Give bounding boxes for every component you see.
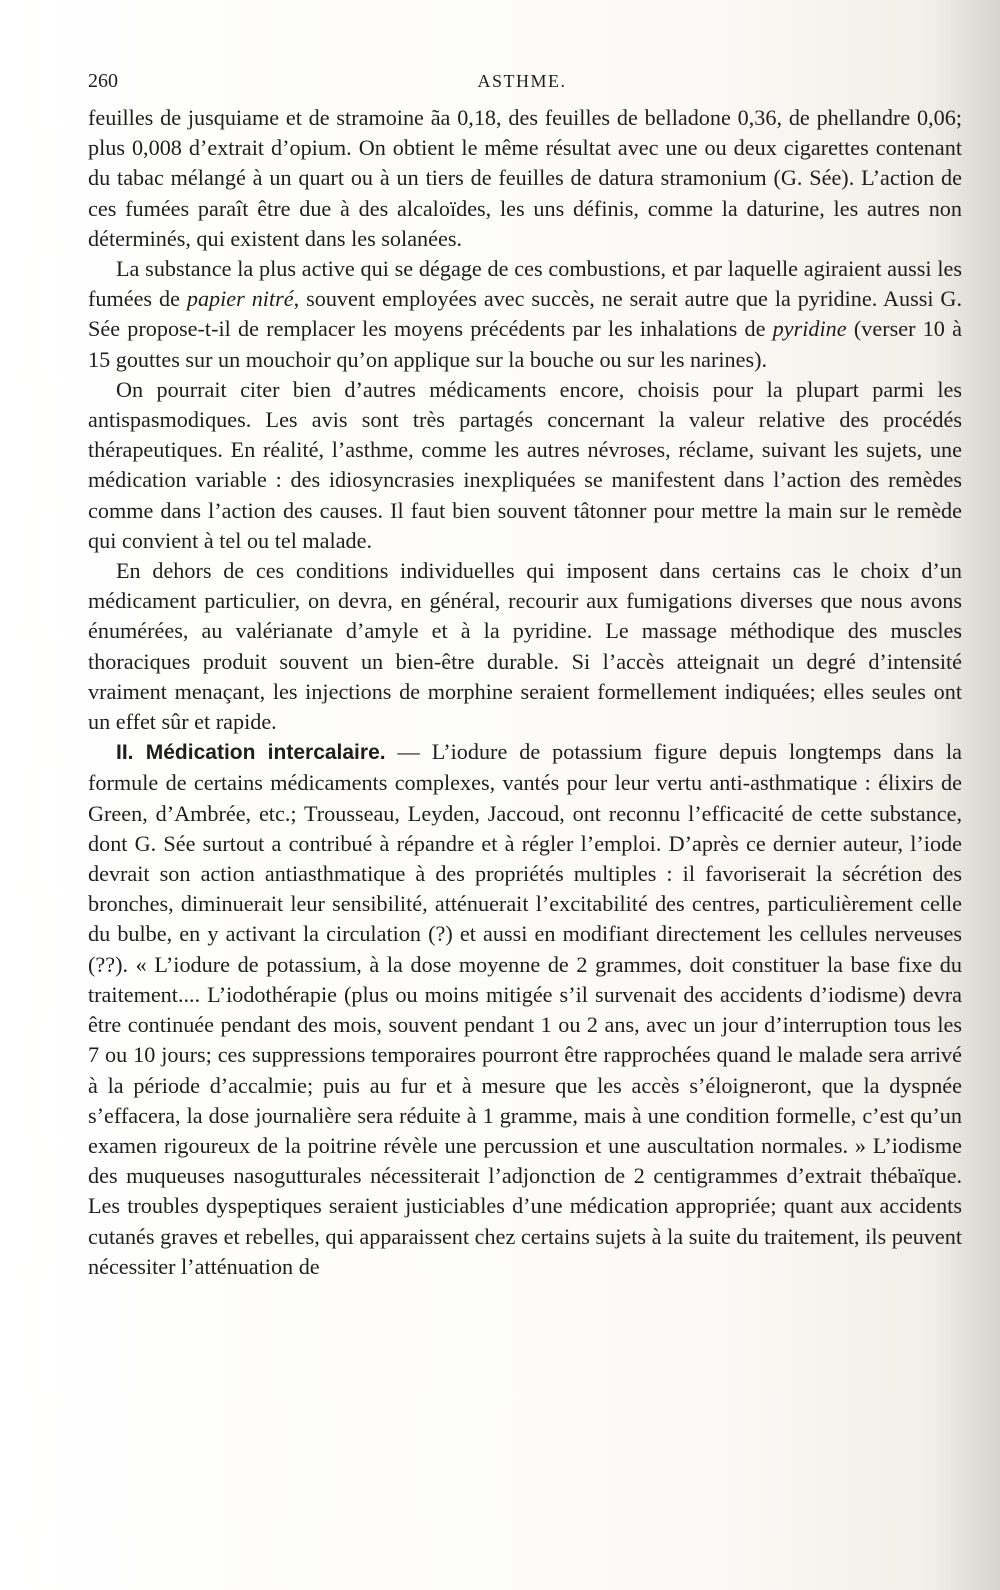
paragraph-text: , souvent employées avec succès, ne serait autre que la pyridine. Aussi G. Sée propose-t-il de remplacer les moyens précédents par les inhalations de: [88, 286, 962, 342]
paragraph-text: — L’iodure de potassium figure depuis longtemps dans la formule de certains médicaments complexes, vantés pour leur vertu anti-asthmatique : élixirs de Green, d’Ambrée, etc.; Trousseau, Leyden, Jaccoud, ont reconnu l’efficacité de cette substance, dont G. Sée surtout a contribué à répandre et à régler l’emploi. D’après ce dernier auteur, l’iode devrait son action antiasthmatique à des propriétés multiples : il favoriserait la sécrétion des bronches, diminuerait leur sensibilité, atténuerait l’excitabilité des centres, particulièrement celle du bulbe, en y activant la circulation (?) et aussi en modifiant directement les cellules nerveuses (??). « L’iodure de potassium, à la dose moyenne de 2 grammes, doit constituer la base fixe du traitement.... L’iodothérapie (plus ou moins mitigée s’il survenait des accidents d’iodisme) devra être continuée pendant des mois, souvent pendant 1 ou 2 ans, avec un jour d’interruption tous les 7 ou 10 jours; ces suppressions temporaires pourront être rapprochées quand le malade sera arrivé à la période d’accalmie; puis au fur et à mesure que les accès s’éloigneront, que la dyspnée s’effacera, la dose journalière sera réduite à 1 gramme, mais à une condition formelle, c’est qu’un examen rigoureux de la poitrine révèle une percussion et une auscultation normales. » L’iodisme des muqueuses nasogutturales nécessiterait l’adjonction de 2 centigrammes d’extrait thébaïque. Les troubles dyspeptiques seraient justiciables d’une médication appropriée; quant aux accidents cutanés graves et rebelles, qui apparaissent chez certains sujets à la suite du traitement, ils peuvent nécessiter l’atténuation de: [88, 739, 963, 1279]
section-heading: II. Médication intercalaire.: [116, 741, 386, 765]
paragraph-text: On pourrait citer bien d’autres médicaments encore, choisis pour la plupart parmi les antispasmodiques. Les avis sont très partagés concernant la valeur relative des procédés thérapeutiques. En réalité, l’asthme, comme les autres névroses, réclame, suivant les sujets, une médication variable : des idiosyncrasies inexpliquées se manifestent dans l’action des remèdes comme dans l’action des causes. Il faut bien souvent tâtonner pour mettre la main sur le remède qui convient à tel ou tel malade.: [88, 376, 962, 553]
paragraph-conditions: [88, 556, 962, 737]
page-body: [88, 103, 962, 1282]
paragraph-text: En dehors de ces conditions individuelles qui imposent dans certains cas le choix d’un médicament particulier, on devra, en général, recourir aux fumigations diverses que nous avons énumérées, au valérianate d’amyle et à la pyridine. Le massage méthodique des muscles thoraciques produit souvent un bien-être durable. Si l’accès atteignait un degré d’intensité vraiment menaçant, les injections de morphine seraient formellement indiquées; elles seules ont un effet sûr et rapide.: [88, 558, 962, 735]
paragraph-text: La substance la plus active qui se dégage de ces combustions, et par laquelle agiraient aussi les fumées de: [88, 256, 962, 312]
paragraph-continuation: [88, 103, 962, 254]
paragraph-text: (verser 10 à 15 gouttes sur un mouchoir qu’on applique sur la bouche ou sur les narines).: [88, 316, 962, 372]
paragraph-text: feuilles de jusquiame et de stramoine ãa 0,18, des feuilles de belladone 0,36, de phellandre 0,06; plus 0,008 d’extrait d’opium. On obtient le même résultat avec une ou deux cigarettes contenant du tabac mélangé à un quart ou à un tiers de feuilles de datura stramonium (G. Sée). L’action de ces fumées paraît être due à des alcaloïdes, les uns définis, comme la daturine, les autres non déterminés, qui existent dans les solanées.: [88, 105, 962, 251]
italic-term-papier-nitre: papier nitré: [186, 286, 294, 312]
page-header: [88, 68, 956, 98]
running-title: ASTHME.: [477, 71, 567, 91]
paragraph-antispasmodiques: [88, 375, 962, 556]
italic-term-pyridine: pyridine: [772, 316, 847, 342]
page-number: 260: [88, 70, 118, 92]
paragraph-pyridine: [88, 254, 962, 375]
paragraph-medication-intercalaire: [88, 737, 962, 1282]
